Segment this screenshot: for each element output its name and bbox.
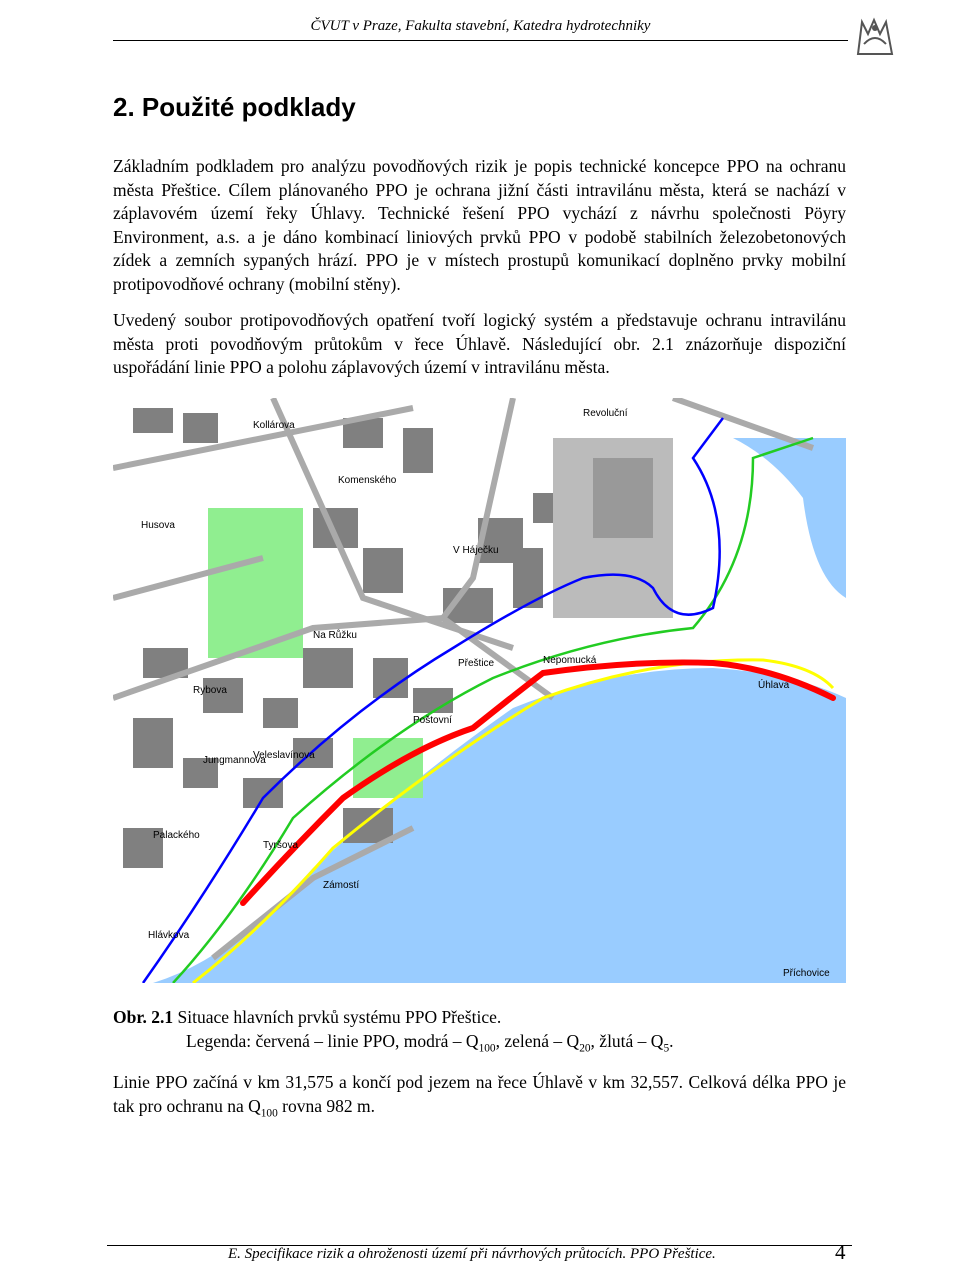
map-label-prestice: Přeštice <box>458 658 495 669</box>
map-label-rybova: Rybova <box>193 685 227 696</box>
university-logo-icon <box>852 14 898 60</box>
map-label-nepomucka: Nepomucká <box>543 655 597 666</box>
map-label-husova: Husova <box>141 520 175 531</box>
map-label-kollarova: Kollárova <box>253 420 295 431</box>
map-label-jungmannova: Jungmannova <box>203 755 266 766</box>
map-label-hlavkova: Hlávkova <box>148 930 190 941</box>
page-number: 4 <box>835 1240 846 1264</box>
map-label-revolucni: Revoluční <box>583 408 628 419</box>
paragraph-system: Uvedený soubor protipovodňových opatření tvoří logický systém a představuje ochranu intravilánu města proti povodňovým průtokům v řece Úhlavě. Následující obr. 2.1 znázorňuje dispoziční uspořádání linie PPO a polohu záplavových území v intravilánu města. <box>113 310 846 377</box>
map-label-komenskeho: Komenského <box>338 475 397 486</box>
map-label-na-ruzku: Na Růžku <box>313 630 357 641</box>
figure-label: Obr. 2.1 <box>113 1007 174 1027</box>
running-header: ČVUT v Praze, Fakulta stavební, Katedra hydrotechniky <box>310 18 651 34</box>
map-label-postovni: Poštovní <box>413 715 452 726</box>
map-label-zamosti: Zámostí <box>323 880 360 891</box>
map-label-tyrsova: Tyršova <box>263 840 299 851</box>
figure-caption <box>113 1005 674 1061</box>
map-label-prichovice: Příchovice <box>783 968 830 979</box>
map-label-veleslavinova: Veleslavínova <box>253 750 315 761</box>
running-footer: E. Specifikace rizik a ohroženosti území při návrhových průtocích. PPO Přeštice. <box>228 1246 716 1262</box>
map-label-v-hajecku: V Háječku <box>453 545 499 556</box>
map-label-palackeho: Palackého <box>153 830 200 841</box>
figure-title: Situace hlavních prvků systému PPO Přeštice. <box>177 1007 502 1027</box>
map-label-uhlava: Úhlava <box>758 680 790 691</box>
figure-legend: Legenda: červená – linie PPO, modrá – $Q_{100}$, zelená – $Q_{20}$, žlutá – $Q_5$. <box>186 1031 674 1055</box>
header-divider <box>113 40 848 41</box>
paragraph-ppo-length: Linie PPO začíná v km 31,575 a končí pod jezem na řece Úhlavě v km 32,557. Celková délka PPO je tak pro ochranu na $Q_{100}$ rovna 982 m. <box>113 1072 846 1119</box>
section-title: 2. Použité podklady <box>113 92 356 122</box>
paragraph-intro: Základním podkladem pro analýzu povodňových rizik je popis technické koncepce PPO na ochranu města Přeštice. Cílem plánovaného PPO je ochrana jižní části intravilánu města, která se nachází v záplavovém území řeky Úhlavy. Technické řešení PPO vychází z návrhu společnosti Pöyry Environment, a.s. a je dáno kombinací liniových prvků PPO v podobě stabilních železobetonových zídek a zemních sypaných hrází. PPO je v místech prostupů komunikací doplněno prvky mobilní protipovodňové ochrany (mobilní stěny). <box>113 156 846 294</box>
flood-map <box>113 398 846 983</box>
